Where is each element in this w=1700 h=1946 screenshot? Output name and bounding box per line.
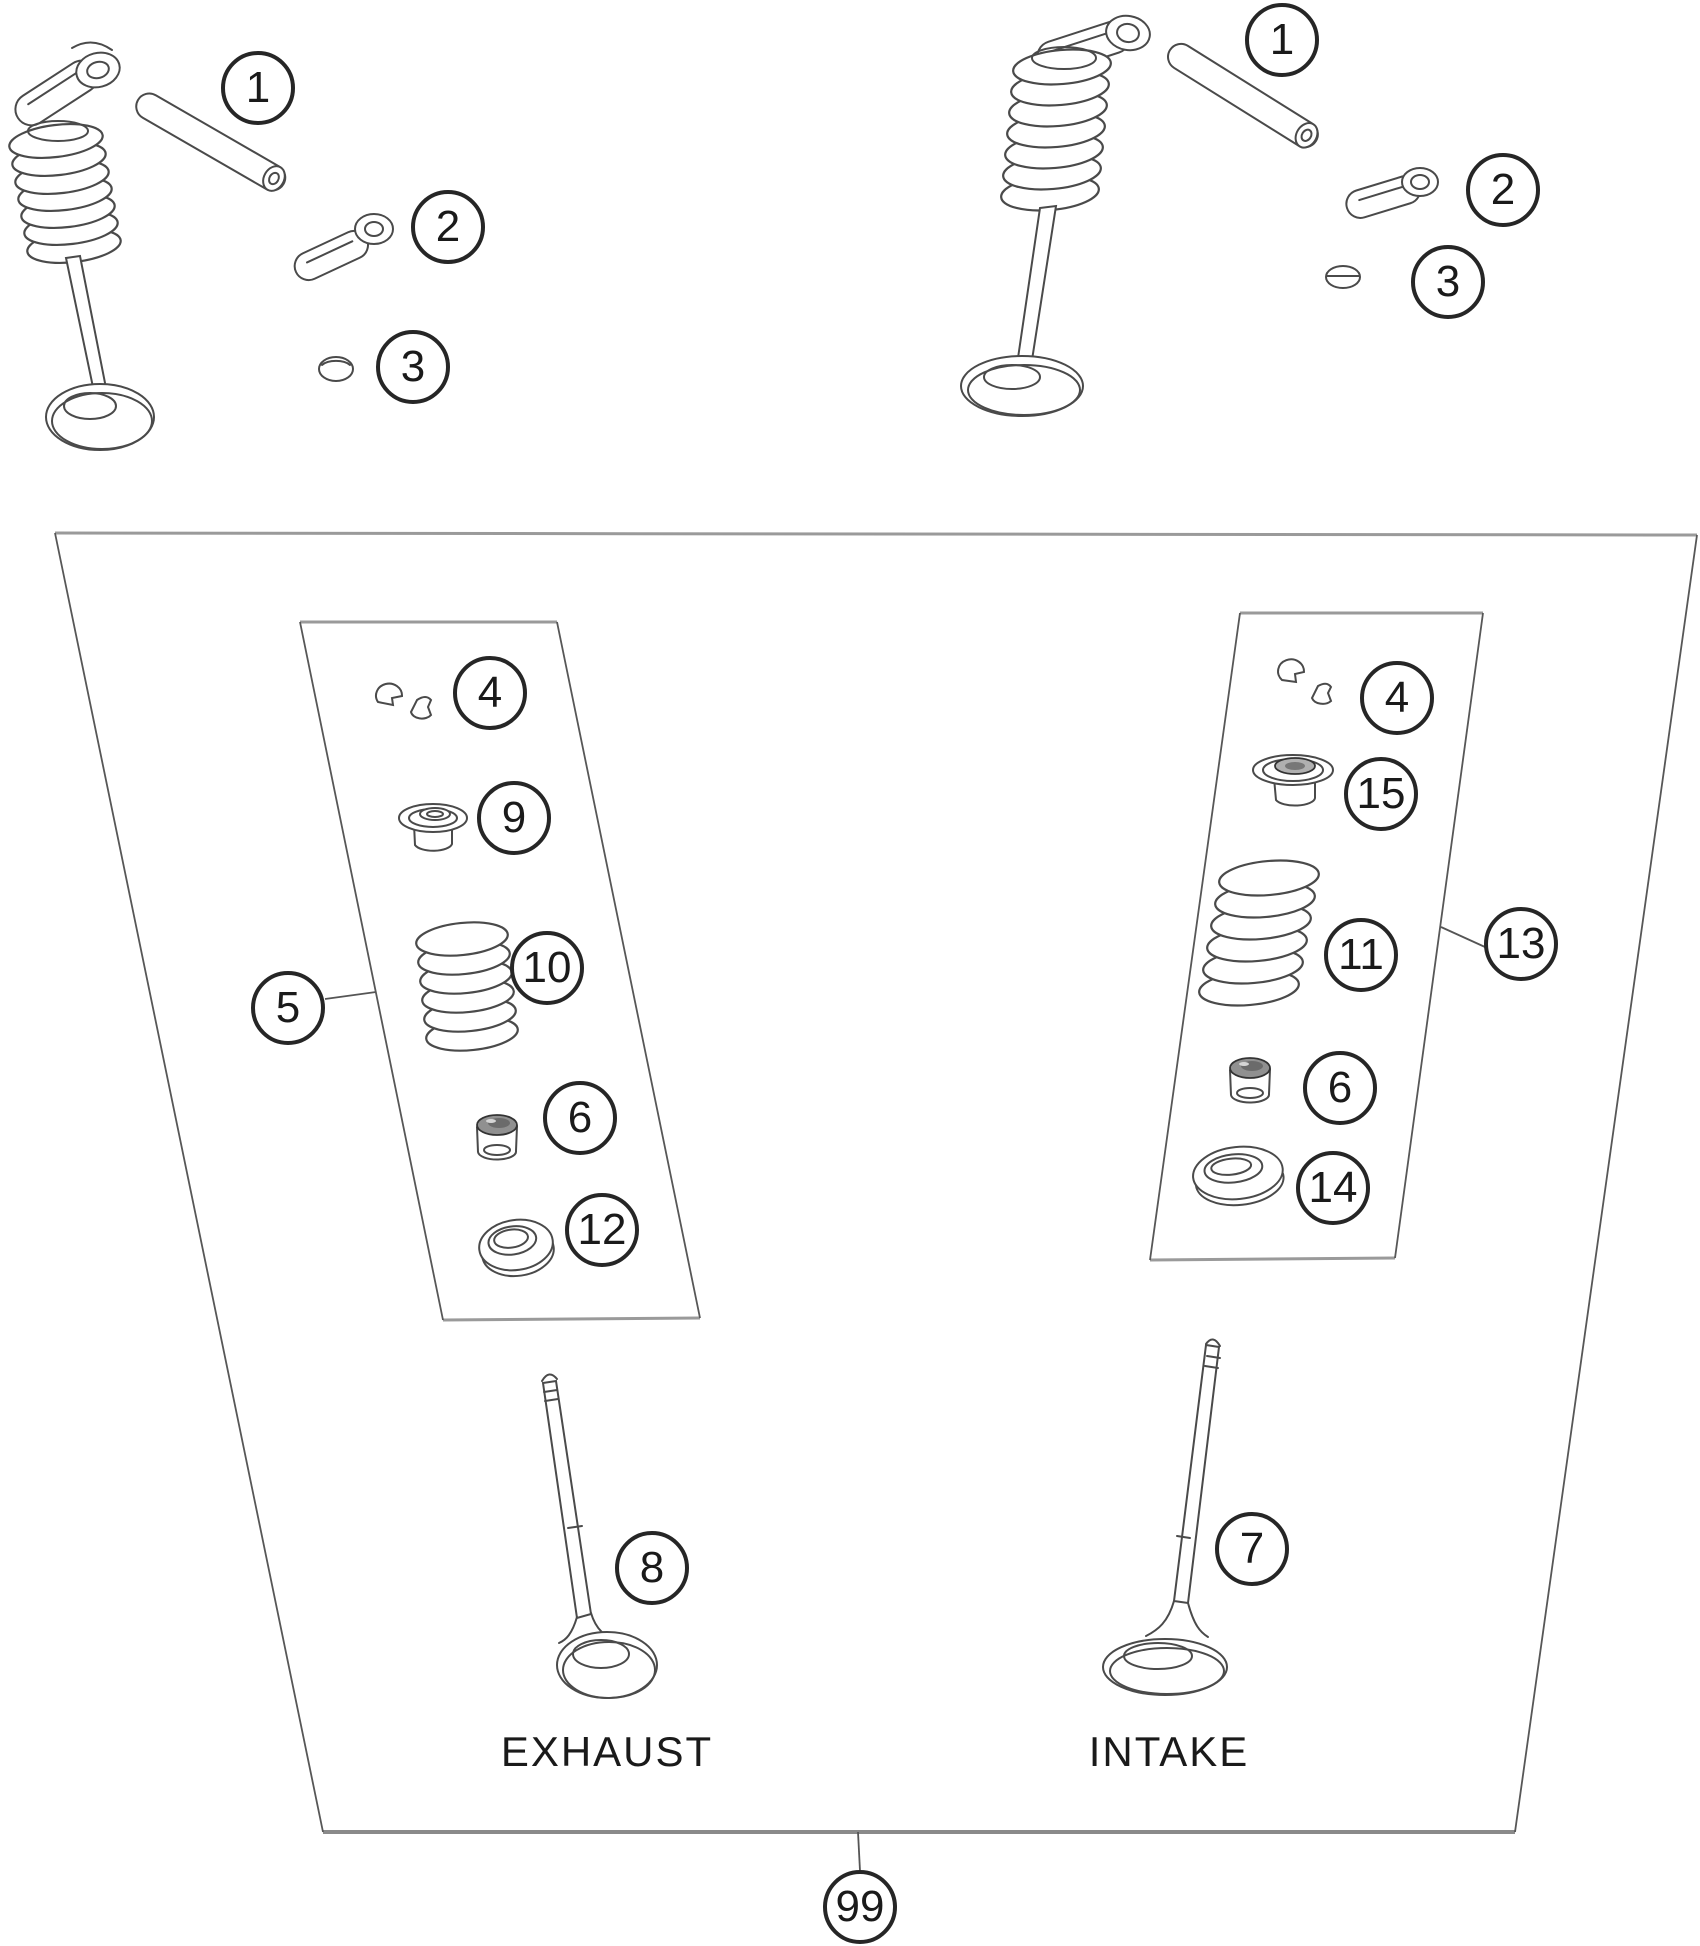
- intake-valve-assembly-drawing: [961, 12, 1153, 416]
- callout-number: 2: [1490, 165, 1516, 214]
- intake-valve-cotters-drawing: [1278, 659, 1331, 703]
- exhaust-valve-cotters-drawing: [376, 684, 431, 719]
- callout-number: 12: [577, 1205, 627, 1254]
- callout-exhaust-shim: [376, 330, 450, 404]
- callout-number: 1: [245, 63, 271, 112]
- callout-number: 99: [835, 1882, 885, 1931]
- intake-spring-retainer-drawing: [1253, 755, 1333, 806]
- callout-number: 13: [1496, 919, 1546, 968]
- exhaust-assembled-spring: [7, 119, 122, 267]
- callout-number: 9: [501, 793, 527, 842]
- callout-intake-seat: [1296, 1151, 1370, 1225]
- intake-adjust-shim-drawing: [1326, 266, 1360, 288]
- callout-number: 4: [477, 668, 503, 717]
- intake-spring-seat-drawing: [1190, 1142, 1286, 1209]
- callout-number: 1: [1269, 15, 1295, 64]
- intake-valve-seal-drawing: [1230, 1058, 1270, 1102]
- callout-number: 6: [1327, 1063, 1353, 1112]
- callout-number: 4: [1384, 673, 1410, 722]
- intake-assembled-spring: [1000, 46, 1113, 214]
- callout-number: 3: [400, 342, 426, 391]
- callout-intake-rocker: [1466, 153, 1540, 227]
- callout-exhaust-valve: [615, 1531, 689, 1605]
- callout-intake-cotters: [1360, 661, 1434, 735]
- callout-intake-pin: [1245, 3, 1319, 77]
- assembly-outline: [55, 533, 1697, 1832]
- exhaust-spring-retainer-drawing: [399, 804, 467, 851]
- exhaust-spring-seat-drawing: [476, 1215, 557, 1281]
- callout-number: 10: [522, 943, 572, 992]
- callout-exhaust-spring: [510, 931, 584, 1005]
- exhaust-valve-seal-drawing: [477, 1115, 517, 1160]
- intake-valve-drawing: [1103, 1339, 1227, 1695]
- callout-number: 6: [567, 1093, 593, 1142]
- callout-intake-shim: [1411, 245, 1485, 319]
- callout-number: 15: [1356, 769, 1406, 818]
- exhaust-valve-spring-drawing: [415, 918, 520, 1054]
- intake-valve-spring-drawing: [1198, 857, 1321, 1010]
- callout-number: 2: [435, 202, 461, 251]
- label-exhaust: EXHAUST: [500, 1728, 714, 1775]
- callout-intake-kit: [1484, 907, 1558, 981]
- intake-rocker-arm-drawing: [1343, 168, 1438, 221]
- callout-intake-valve: [1215, 1512, 1289, 1586]
- callout-exhaust-seat: [565, 1193, 639, 1267]
- callout-intake-seal: [1303, 1051, 1377, 1125]
- exhaust-rocker-arm-drawing: [290, 214, 393, 285]
- callout-number: 14: [1308, 1163, 1358, 1212]
- callout-exhaust-pin: [221, 51, 295, 125]
- callout-number: 5: [275, 983, 301, 1032]
- callout-number: 3: [1435, 257, 1461, 306]
- callout-number: 11: [1338, 930, 1384, 979]
- label-intake: INTAKE: [1088, 1728, 1250, 1775]
- callout-intake-retainer: [1344, 757, 1418, 831]
- callout-number: 7: [1239, 1524, 1265, 1573]
- callout-exhaust-kit: [251, 971, 325, 1045]
- callout-number: 8: [639, 1543, 665, 1592]
- callout-assembly: [823, 1870, 897, 1944]
- callout-intake-spring: [1324, 918, 1398, 992]
- callout-exhaust-rocker: [411, 190, 485, 264]
- callout-exhaust-seal: [543, 1081, 617, 1155]
- exhaust-valve-assembly-drawing: [7, 42, 154, 450]
- callout-exhaust-retainer: [477, 781, 551, 855]
- callout-exhaust-cotters: [453, 656, 527, 730]
- exhaust-adjust-shim-drawing: [319, 357, 353, 381]
